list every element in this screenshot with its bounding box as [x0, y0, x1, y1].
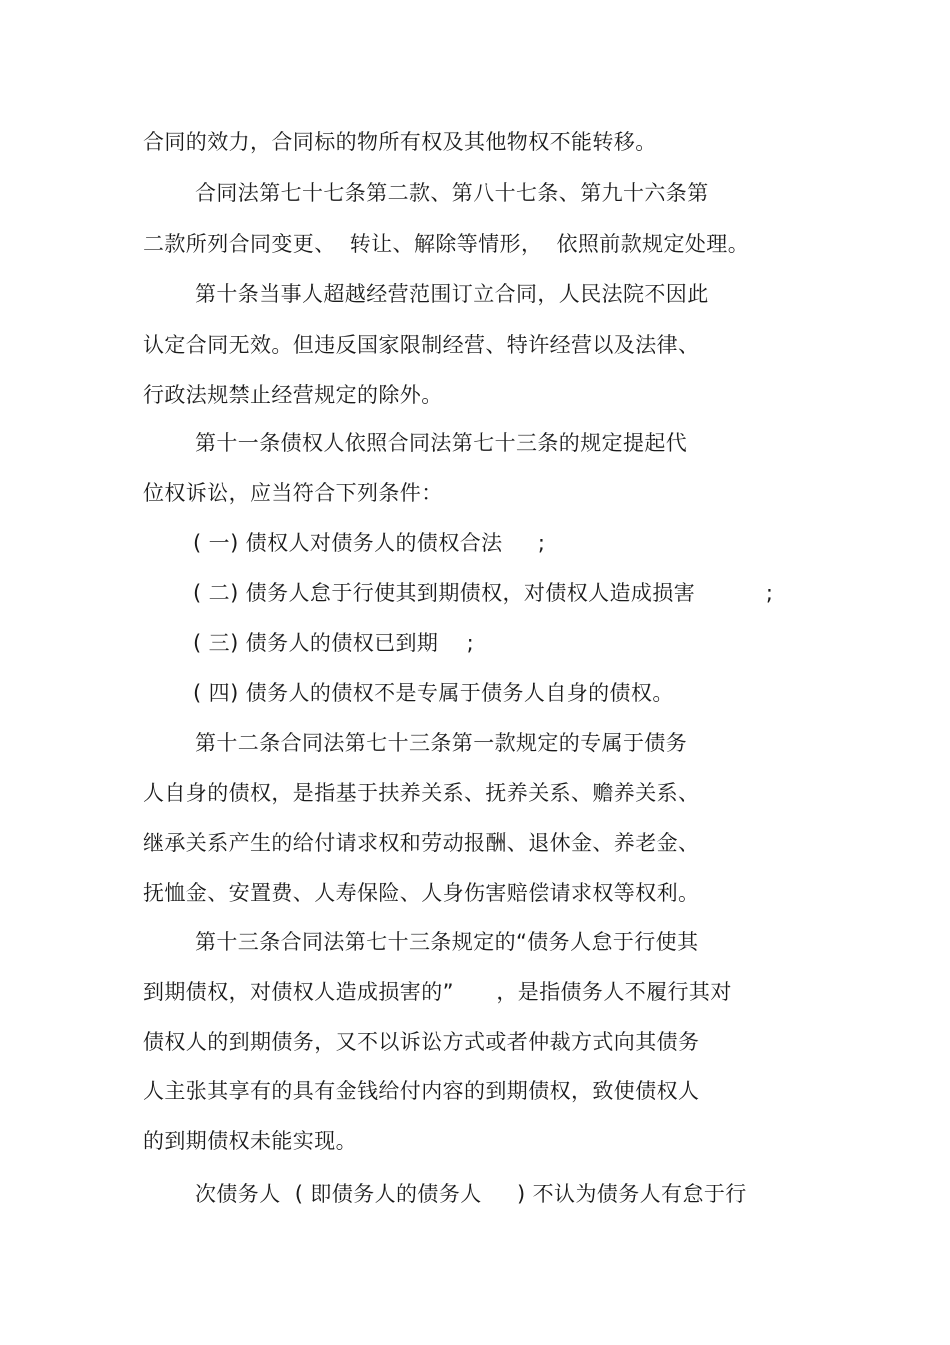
text-line: 抚恤金、安置费、人寿保险、人身伤害赔偿请求权等权利。: [143, 881, 700, 905]
text-line: 次债务人 ( 即债务人的债务人 ) 不认为债务人有怠于行: [195, 1182, 747, 1206]
text-line: 债权人的到期债务，又不以诉讼方式或者仲裁方式向其债务: [143, 1030, 700, 1054]
text-line: 第十一条债权人依照合同法第七十三条的规定提起代: [195, 431, 688, 455]
text-line: 二款所列合同变更、 转让、解除等情形， 依照前款规定处理。: [143, 232, 750, 256]
text-line: 合同的效力，合同标的物所有权及其他物权不能转移。: [143, 130, 657, 154]
text-line: 位权诉讼，应当符合下列条件：: [143, 481, 443, 505]
text-line: 第十条当事人超越经营范围订立合同，人民法院不因此: [195, 282, 709, 306]
text-line: 第十二条合同法第七十三条第一款规定的专属于债务: [195, 731, 688, 755]
text-line: 认定合同无效。但违反国家限制经营、特许经营以及法律、: [143, 333, 700, 357]
text-line: 合同法第七十七条第二款、第八十七条、第九十六条第: [195, 181, 709, 205]
text-line: 人自身的债权，是指基于扶养关系、抚养关系、赡养关系、: [143, 781, 700, 805]
text-line: 的到期债权未能实现。: [143, 1129, 357, 1153]
text-line: 人主张其享有的具有金钱给付内容的到期债权，致使债权人: [143, 1079, 700, 1103]
text-line: 第十三条合同法第七十三条规定的“债务人怠于行使其: [195, 930, 699, 954]
text-line: ( 四) 债务人的债权不是专属于债务人自身的债权。: [193, 681, 674, 705]
text-line: 行政法规禁止经营规定的除外。: [143, 383, 443, 407]
text-line: ( 二) 债务人怠于行使其到期债权，对债权人造成损害 ;: [193, 581, 774, 605]
text-line: ( 一) 债权人对债务人的债权合法 ;: [193, 531, 546, 555]
text-line: 继承关系产生的给付请求权和劳动报酬、退休金、养老金、: [143, 831, 700, 855]
text-line: ( 三) 债务人的债权已到期 ;: [193, 631, 475, 655]
text-line: 到期债权，对债权人造成损害的” ，是指债务人不履行其对: [143, 980, 732, 1004]
